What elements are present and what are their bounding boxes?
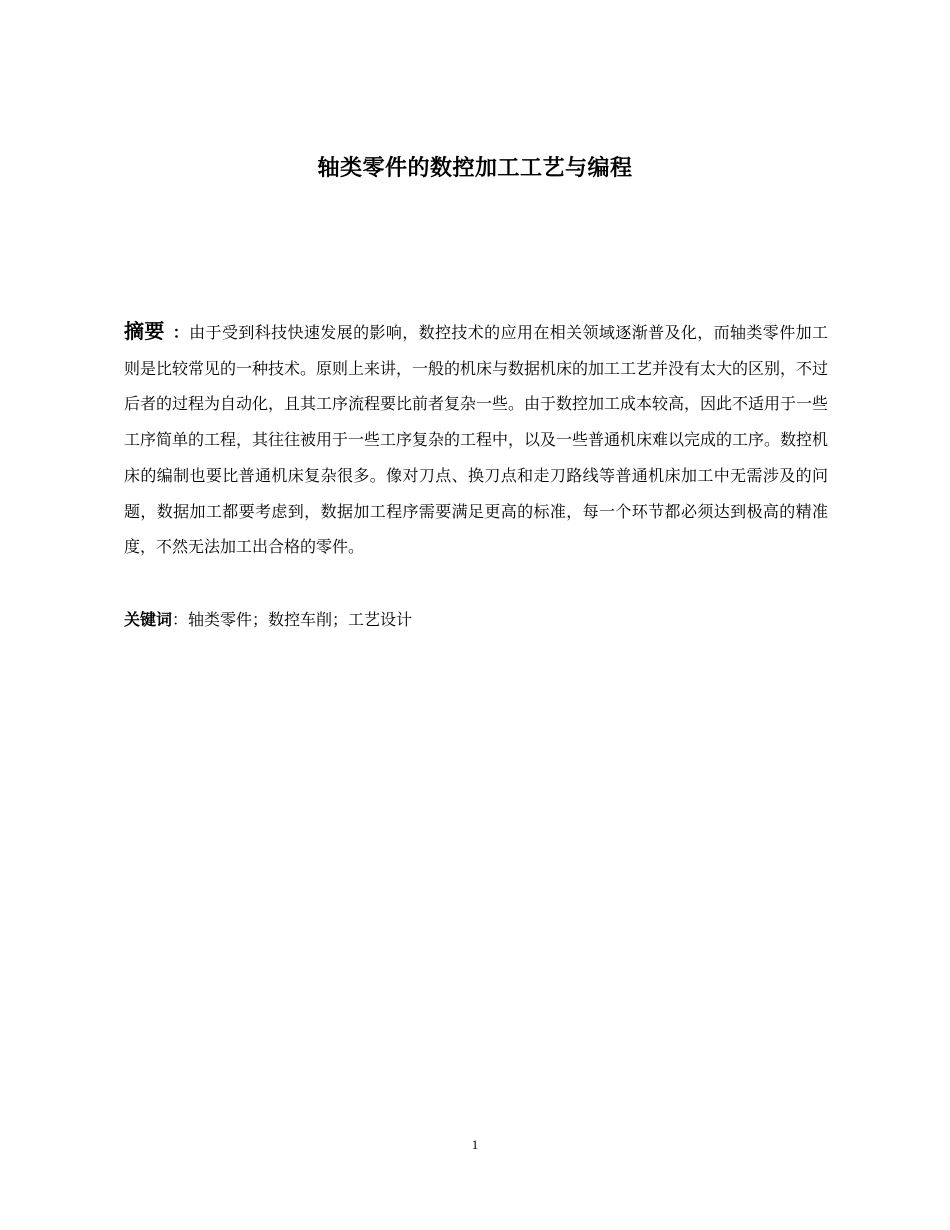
keywords-colon: ： bbox=[172, 610, 189, 629]
keywords-line bbox=[124, 605, 828, 635]
keywords-label: 关键词 bbox=[124, 610, 173, 629]
document-title: 轴类零件的数控加工工艺与编程 bbox=[317, 156, 633, 181]
keywords-text: 轴类零件；数控车削；工艺设计 bbox=[188, 610, 413, 629]
abstract-colon: ： bbox=[172, 323, 190, 342]
page-number: 1 bbox=[471, 1137, 479, 1152]
abstract-paragraph bbox=[124, 314, 828, 565]
abstract-label: 摘要 bbox=[124, 319, 165, 343]
abstract-text: 由于受到科技快速发展的影响，数控技术的应用在相关领域逐渐普及化，而轴类零件加工则是比较常见的一种技术。原则上来讲，一般的机床与数据机床的加工工艺并没有太大的区别，不过后者的过程为自动化，且其工序流程要比前者复杂一些。由于数控加工成本较高，因此不适用于一些工序简单的工程，其往往被用于一些工序复杂的工程中，以及一些普通机床难以完成的工序。数控机床的编制也要比普通机床复杂很多。像对刀点、换刀点和走刀路线等普通机床加工中无需涉及的问题，数据加工都要考虑到，数据加工程序需要满足更高的标准，每一个环节都必须达到极高的精准度，不然无法加工出合格的零件。 bbox=[124, 323, 829, 557]
